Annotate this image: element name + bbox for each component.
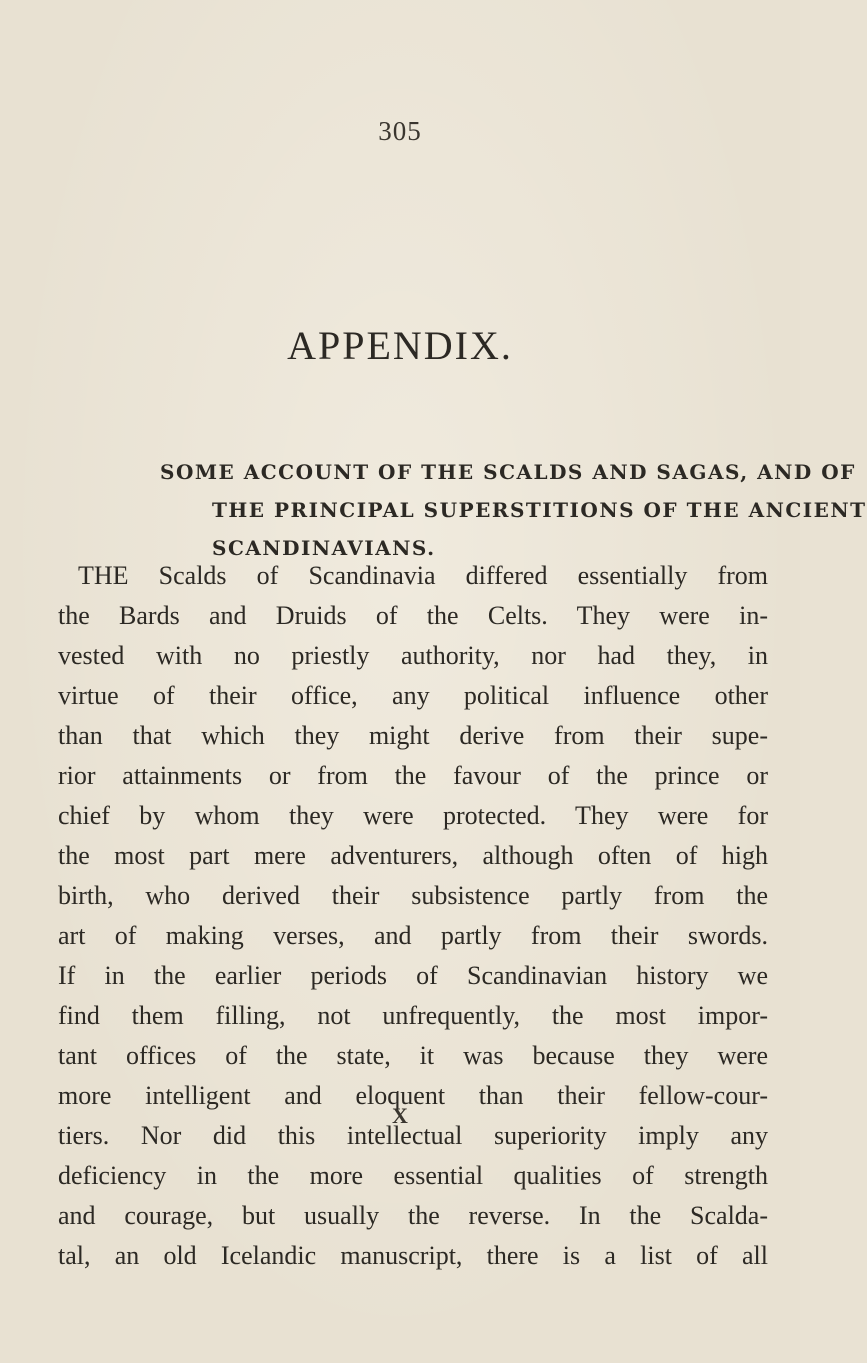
body-line: tant offices of the state, it was because they were [58,1041,768,1070]
body-line: deficiency in the more essential qualities of strength [58,1161,768,1190]
body-line: than that which they might derive from their supe- [58,721,768,750]
body-line: virtue of their office, any political influence other [58,681,768,710]
body-line: rior attainments or from the favour of the prince or [58,761,768,790]
body-line: THE Scalds of Scandinavia differed essentially from [78,561,768,590]
signature-mark: X [392,1103,408,1128]
body-line: find them filling, not unfrequently, the most impor- [58,1001,768,1030]
subtitle-line: THE PRINCIPAL SUPERSTITIONS OF THE ANCIENT [212,498,867,522]
body-line: vested with no priestly authority, nor had they, in [58,641,768,670]
body-line: and courage, but usually the reverse. In the Scalda- [58,1201,768,1230]
body-line: If in the earlier periods of Scandinavian history we [58,961,768,990]
body-line: birth, who derived their subsistence partly from the [58,881,768,910]
body-line: more intelligent and eloquent than their fellow-cour- [58,1081,768,1110]
body-line: chief by whom they were protected. They were for [58,801,768,830]
body-line: art of making verses, and partly from their swords. [58,921,768,950]
body-line: the most part mere adventurers, although often of high [58,841,768,870]
body-line: the Bards and Druids of the Celts. They were in- [58,601,768,630]
subtitle-line: SOME ACCOUNT OF THE SCALDS AND SAGAS, AND OF [160,460,856,484]
body-line: tal, an old Icelandic manuscript, there is a list of all [58,1241,768,1270]
subtitle-line: SCANDINAVIANS. [212,536,436,560]
body-line: tiers. Nor did this intellectual superiority imply any [58,1121,768,1150]
appendix-heading: APPENDIX. [287,323,513,368]
page-number: 305 [378,116,422,146]
